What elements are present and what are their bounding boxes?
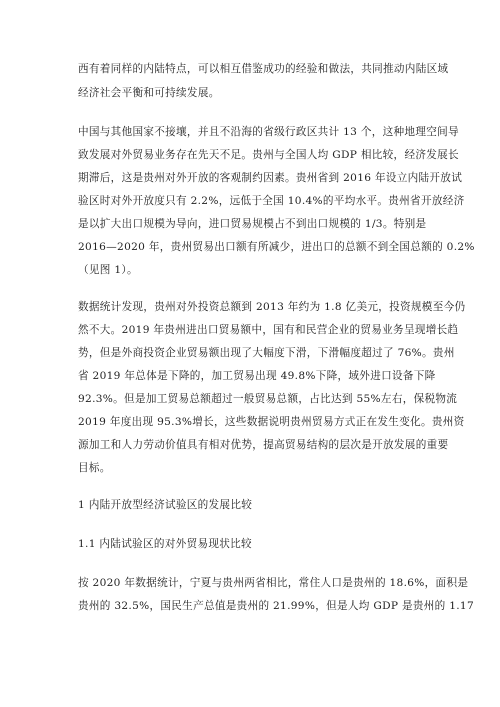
text-line: 中国与其他国家不接壤，并且不沿海的省级行政区共计 13 个，这种地理空间导 — [78, 126, 459, 138]
text-line: 按 2020 年数据统计，宁夏与贵州两省相比，常住人口是贵州的 18.6%，面积是 — [78, 577, 469, 589]
text-line: 经济社会平衡和可持续发展。 — [78, 87, 220, 99]
text-line: 贵州的 32.5%，国民生产总值是贵州的 21.99%，但是人均 GDP 是贵州的 1.17 — [78, 600, 475, 612]
section-heading: 1 内陆开放型经济试验区的发展比较 — [78, 499, 253, 511]
text-line: 期滞后，这是贵州对外开放的客观制约因素。贵州省到 2016 年设立内陆开放试 — [78, 172, 463, 184]
text-line: 源加工和人力劳动价值具有相对优势，提高贸易结构的层次是开放发展的重要 — [78, 439, 449, 451]
subsection-heading: 1.1 内陆试验区的对外贸易现状比较 — [78, 538, 252, 550]
text-line: 目标。 — [78, 462, 111, 474]
text-line: 省 2019 年总体是下降的，加工贸易出现 49.8%下降，域外进口设备下降 — [78, 370, 436, 382]
text-line: （见图 1）。 — [78, 264, 138, 276]
text-line: 致发展对外贸易业务存在先天不足。贵州与全国人均 GDP 相比较，经济发展长 — [78, 149, 459, 161]
text-line: 数据统计发现，贵州对外投资总额到 2013 年约为 1.8 亿美元，投资规模至今仍 — [78, 301, 466, 313]
text-line: 验区时对外开放度只有 2.2%，远低于全国 10.4%的平均水平。贵州省开放经济 — [78, 195, 465, 207]
text-line: 是以扩大出口规模为导向，进口贸易规模占不到出口规模的 1/3。特别是 — [78, 218, 427, 230]
text-line: 然不大。2019 年贵州进出口贸易额中，国有和民营企业的贸易业务呈现增长趋 — [78, 324, 459, 336]
text-line: 2016—2020 年，贵州贸易出口额有所减少，进出口的总额不到全国总额的 0.2% — [78, 241, 475, 253]
text-line: 2019 年度出现 95.3%增长，这些数据说明贵州贸易方式正在发生变化。贵州资 — [78, 416, 465, 428]
text-line: 92.3%。但是加工贸易总额超过一般贸易总额，占比达到 55%左右，保税物流 — [78, 393, 458, 405]
text-line: 势，但是外商投资企业贸易额出现了大幅度下滑，下滑幅度超过了 76%。贵州 — [78, 347, 455, 359]
text-line: 西有着同样的内陆特点，可以相互借鉴成功的经验和做法，共同推动内陆区域 — [78, 63, 449, 75]
